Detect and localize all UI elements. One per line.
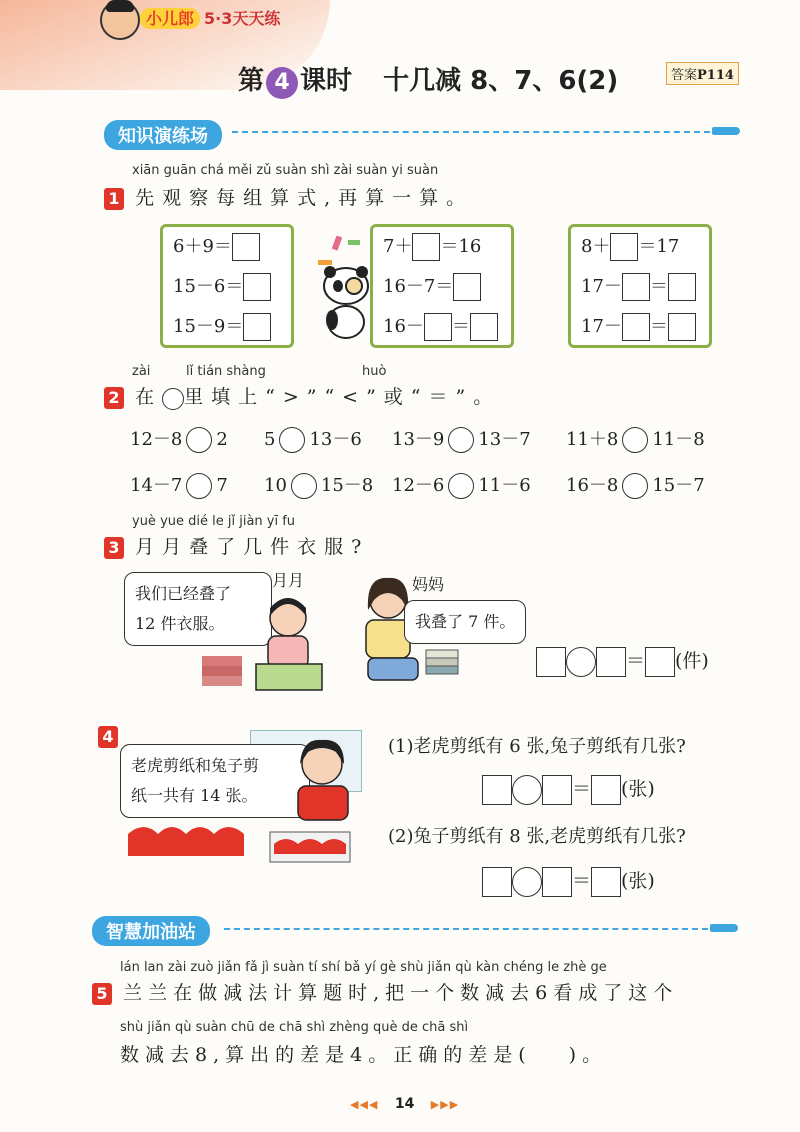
brand-series: 5·3天天练 [204,9,281,28]
speech-bubble-girl: 老虎剪纸和兔子剪 纸一共有 14 张。 [120,744,310,818]
q1-pinyin: xiān guān chá měi zǔ suàn shì zài suàn yi suàn [132,163,439,178]
lesson-prefix: 第 [238,66,265,96]
answer-box[interactable] [453,273,481,301]
lesson-topic: 十几减 8、7、6(2) [383,66,619,96]
q3-heading [104,532,369,559]
equation-row: 6＋9＝ [163,227,291,267]
equation-row: 17－ ＝ [571,267,709,307]
q1-card-3 [568,224,712,348]
panda-illustration [314,236,374,340]
q2-text-pre: 在 [135,386,163,408]
unit-label: (张) [621,778,655,800]
q1-text: 先观察每组算式,再算一算。 [135,187,474,209]
speech-bubble-mama: 我叠了 7 件。 [404,600,526,644]
section-header-practice: 知识演练场 [104,120,222,150]
compare-circle[interactable] [279,427,305,453]
compare-item: 12－8 2 [130,425,264,453]
operator-circle[interactable] [512,867,542,897]
q4-subquestion-1: (1)老虎剪纸有 6 张,兔子剪纸有几张? [388,736,686,757]
q3-number: 3 [104,537,124,559]
answer-reference-tag [666,62,739,85]
q4-answer-equation-1: ＝ (张) [482,774,655,805]
mascot-face-icon [100,0,140,40]
answer-box[interactable] [668,273,696,301]
brand-logo [140,6,280,29]
unit-label: (件) [675,650,709,672]
lesson-number-badge: 4 [266,67,298,99]
section-divider [232,131,710,133]
equation-row: 7＋ ＝16 [373,227,511,267]
section-divider [224,928,708,930]
q4-answer-equation-2: ＝ (张) [482,866,655,897]
q1-heading [104,183,473,210]
answer-box[interactable] [412,233,440,261]
compare-item: 11＋8 11－8 [566,425,705,453]
compare-item: 12－6 11－6 [392,471,566,499]
equation-row: 8＋ ＝17 [571,227,709,267]
compare-circle[interactable] [448,427,474,453]
answer-box[interactable] [622,313,650,341]
q1-number: 1 [104,188,124,210]
answer-box[interactable] [645,647,675,677]
answer-box[interactable] [542,775,572,805]
compare-circle[interactable] [186,473,212,499]
compare-item: 13－9 13－7 [392,425,566,453]
answer-page: P114 [697,68,734,83]
answer-box[interactable] [610,233,638,261]
q5-line-2: 数减去8,算出的差是4。正确的差是( )。 [120,1044,608,1066]
answer-box[interactable] [668,313,696,341]
girl-folding-clothes-illustration [196,588,336,698]
page-footer [350,1096,459,1112]
equation-row: 17－ ＝ [571,307,709,347]
answer-label: 答案 [671,68,698,83]
equation-row: 15－6＝ [163,267,291,307]
lesson-suffix: 课时 [300,66,353,96]
compare-row [130,470,730,500]
page-number: 14 [394,1096,415,1112]
q4-heading [98,726,118,748]
arrows-left-icon: ◀◀◀ [350,1098,379,1111]
q2-number: 2 [104,387,124,409]
answer-box[interactable] [596,647,626,677]
q2-pinyin-1: zài [132,364,151,379]
compare-item: 14－7 7 [130,471,264,499]
q1-card-1 [160,224,294,348]
compare-circle[interactable] [448,473,474,499]
compare-row [130,424,730,454]
compare-circle[interactable] [291,473,317,499]
q2-text-post: 里填上“>”“<”或“＝”。 [184,386,501,408]
circle-symbol-icon [162,388,184,410]
section-header-bonus: 智慧加油站 [92,916,210,946]
q3-answer-equation: ＝ (件) [536,646,709,677]
operator-circle[interactable] [566,647,596,677]
brand-name: 小儿郎 [140,8,200,29]
q5-pinyin-1: lán lan zài zuò jiǎn fǎ jì suàn tí shí bǎ yí gè shù jiǎn qù kàn chéng le zhè ge [120,960,607,975]
equation-row: 16－7＝ [373,267,511,307]
answer-box[interactable] [482,867,512,897]
compare-item: 5 13－6 [264,425,392,453]
answer-box[interactable] [232,233,260,261]
answer-box[interactable] [591,867,621,897]
q2-compare-grid [130,424,730,500]
label-mama: 妈妈 [412,575,445,594]
operator-circle[interactable] [512,775,542,805]
q5-pinyin-2: shù jiǎn qù suàn chū de chā shì zhèng què de chā shì [120,1020,469,1035]
answer-box[interactable] [542,867,572,897]
compare-circle[interactable] [622,427,648,453]
equation-row: 16－ ＝ [373,307,511,347]
q4-subquestion-2: (2)兔子剪纸有 8 张,老虎剪纸有几张? [388,826,686,847]
unit-label: (张) [621,870,655,892]
compare-circle[interactable] [186,427,212,453]
answer-box[interactable] [591,775,621,805]
q3-pinyin: yuè yue dié le jǐ jiàn yī fu [132,514,296,529]
answer-box[interactable] [482,775,512,805]
q5-line-1: 5 兰兰在做减法计算题时,把一个数减去6看成了这个 [92,978,678,1005]
answer-box[interactable] [243,273,271,301]
q2-heading [104,382,500,410]
answer-box[interactable] [536,647,566,677]
q5-number: 5 [92,983,112,1005]
pencil-icon [710,924,738,932]
q3-text: 月月叠了几件衣服? [135,536,370,558]
q2-pinyin-2: lǐ tián shàng [186,364,266,379]
compare-circle[interactable] [622,473,648,499]
answer-box[interactable] [424,313,452,341]
page-title [238,60,618,99]
pencil-icon [712,127,740,135]
equation-row: 15－9＝ [163,307,291,347]
answer-box[interactable] [622,273,650,301]
q2-pinyin-3: huò [362,364,387,379]
q4-number: 4 [98,726,118,748]
answer-box[interactable] [470,313,498,341]
speech-bubble-yueyue: 我们已经叠了 12 件衣服。 [124,572,272,646]
compare-item: 10 15－8 [264,471,392,499]
q1-card-2 [370,224,514,348]
answer-box[interactable] [243,313,271,341]
compare-item: 16－8 15－7 [566,471,705,499]
label-yueyue: 月月 [272,571,305,590]
arrows-right-icon: ▶▶▶ [430,1098,460,1111]
girl-with-paper-cuts-illustration [124,734,364,864]
